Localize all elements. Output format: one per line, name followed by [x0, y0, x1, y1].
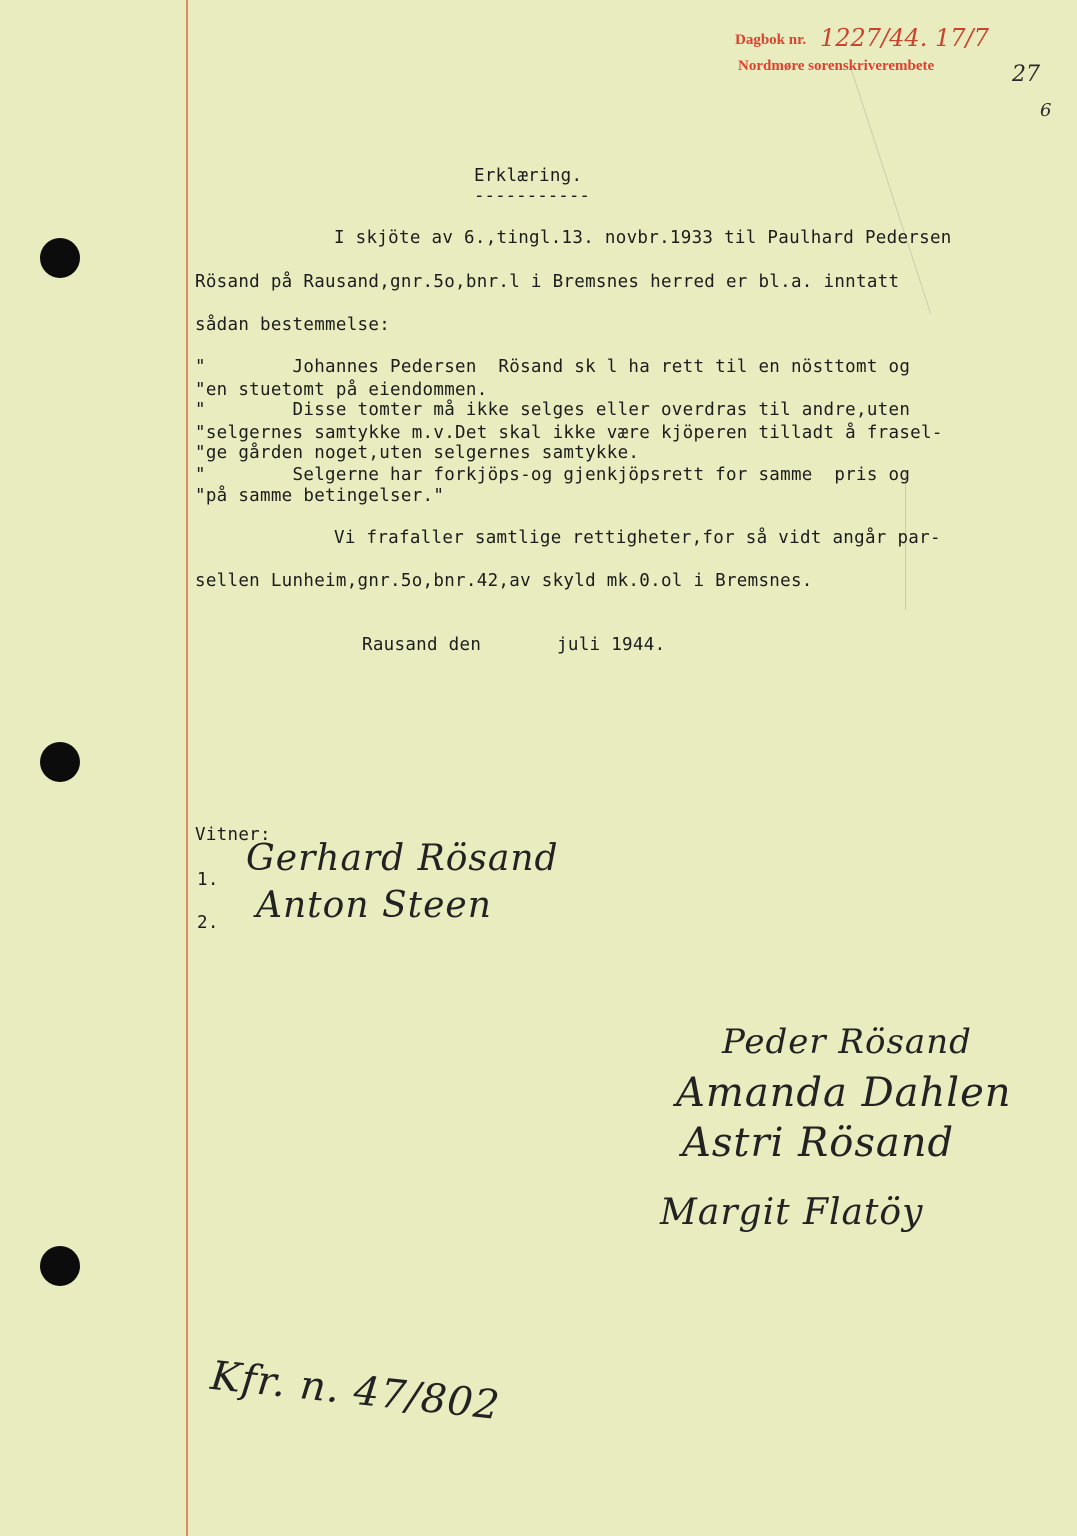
document-title: Erklæring.: [474, 166, 583, 186]
quote-line: "selgernes samtykke m.v.Det skal ikke være kjöperen tilladt å frasel-: [195, 423, 943, 443]
quote-line: "på samme betingelser.": [195, 486, 445, 506]
punch-hole: [40, 742, 80, 782]
quote-line: " Selgerne har forkjöps-og gjenkjöpsrett for samme pris og: [195, 465, 911, 485]
signature: Astri Rösand: [682, 1120, 955, 1166]
paragraph-line: I skjöte av 6.,tingl.13. novbr.1933 til Paulhard Pedersen: [334, 228, 952, 248]
red-margin-line: [186, 0, 188, 1536]
witness-number: 2.: [197, 913, 219, 933]
witness-number: 1.: [197, 870, 219, 890]
waiver-line: Vi frafaller samtlige rettigheter,for så vidt angår par-: [334, 528, 941, 548]
quote-line: " Disse tomter må ikke selges eller overdras til andre,uten: [195, 400, 911, 420]
signature: Peder Rösand: [722, 1022, 972, 1062]
signature: Amanda Dahlen: [676, 1070, 1012, 1116]
witness-heading: Vitner:: [195, 825, 271, 845]
paragraph-line: Rösand på Rausand,gnr.5o,bnr.l i Bremsnes herred er bl.a. inntatt: [195, 272, 900, 292]
quote-line: "en stuetomt på eiendommen.: [195, 380, 488, 400]
quote-line: " Johannes Pedersen Rösand sk l ha rett til en nösttomt og: [195, 357, 911, 377]
paragraph-line: sådan bestemmelse:: [195, 315, 391, 335]
punch-hole: [40, 1246, 80, 1286]
stamp-reference-number: 1227/44. 17/7: [820, 24, 989, 52]
quote-line: "ge gården noget,uten selgernes samtykke.: [195, 443, 640, 463]
signature: Margit Flatöy: [660, 1192, 924, 1233]
stamp-office-name: Nordmøre sorenskriverembete: [738, 58, 935, 74]
corner-page-note: 27: [1012, 62, 1040, 87]
waiver-line: sellen Lunheim,gnr.5o,bnr.42,av skyld mk.0.ol i Bremsnes.: [195, 571, 813, 591]
title-underline: -----------: [474, 186, 590, 206]
date-line: Rausand den juli 1944.: [362, 635, 666, 655]
corner-page-note-2: 6: [1040, 100, 1052, 121]
witness-signature: Anton Steen: [256, 885, 492, 926]
witness-signature: Gerhard Rösand: [246, 838, 559, 879]
stamp-dagbok-label: Dagbok nr.: [735, 32, 807, 48]
bottom-reference-note: Kfr. n. 47/802: [208, 1352, 503, 1430]
punch-hole: [40, 238, 80, 278]
